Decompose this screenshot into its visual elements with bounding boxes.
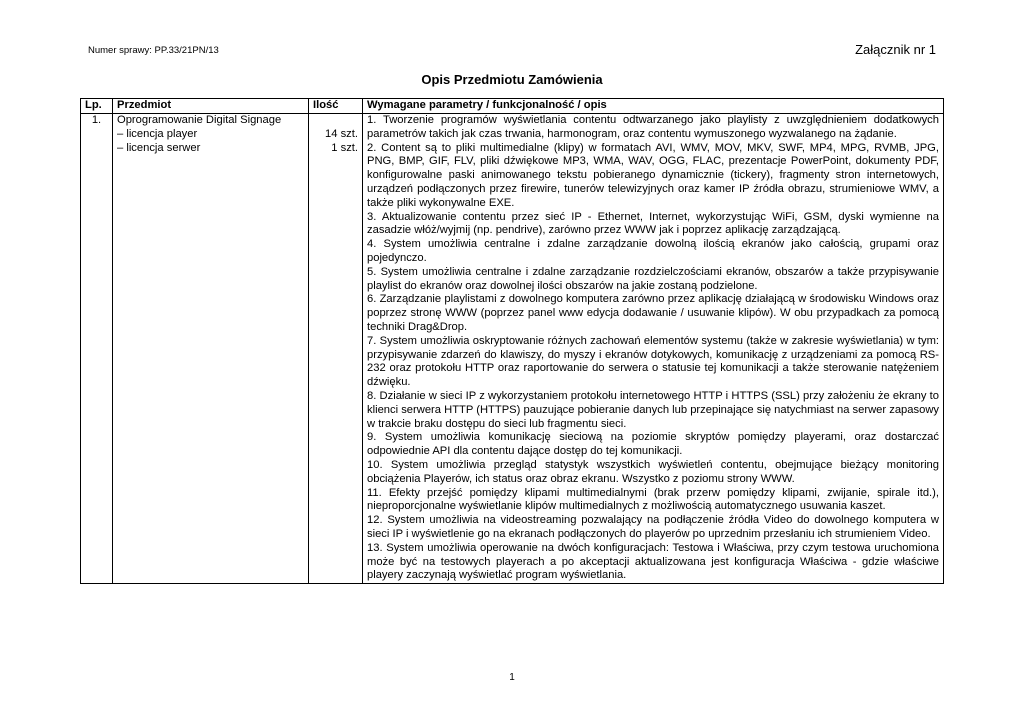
case-number: Numer sprawy: PP.33/21PN/13 [88, 45, 219, 56]
requirement-item: 12. System umożliwia na videostreaming pozwalający na podłączenie źródła Video do dowolnego komputera w sieci IP i wyświetlenie go na ekranach podłączonych do playerów po uprzednim przesłaniu ich strumieniem Video. [367, 514, 939, 540]
requirement-item: 3. Aktualizowanie contentu przez sieć IP - Ethernet, Internet, wykorzystując WiFi, GSM, dyski wymienne na zasadzie włóż/wyjmij (np. pendrive), zarówno przez WWW jak i poprzez aplikację zarządzającą. [367, 210, 939, 237]
row-subject [113, 114, 309, 584]
requirement-item: 8. Działanie w sieci IP z wykorzystaniem protokołu internetowego HTTP i HTTPS (SSL) przy założeniu że ekrany to klienci serwera HTTP (HTTPS) pauzujące pobieranie danych lub przepinające się natychmiast na serwer zapasowy w trakcie braku dostępu do sieci lub fragmentu sieci. [367, 389, 939, 430]
requirement-item: 1. Tworzenie programów wyświetlania contentu odtwarzanego jako playlisty z uwzględnieniem dodatkowych parametrów takich jak czas trwania, harmonogram, oraz contentu wymuszonego wyzwalanego na żądanie. [367, 114, 939, 140]
row-lp: 1. [81, 114, 113, 584]
requirement-item: 9. System umożliwia komunikację sieciową na poziomie skryptów pomiędzy playerami, oraz dostarczać odpowiednie API dla contentu dające dostęp do tej komunikacji. [367, 431, 939, 458]
quantity-line [313, 114, 358, 128]
table-row [81, 114, 944, 584]
table-header-row [81, 99, 944, 114]
requirement-item: 6. Zarządzanie playlistami z dowolnego komputera zarówno przez aplikację działającą w środowisku Windows oraz poprzez stronę WWW (poprzez panel www edycja dodawanie / usuwanie klipów). W obu przypadkach za pomocą techniki Drag&Drop. [367, 293, 939, 333]
subject-line: Oprogramowanie Digital Signage [117, 114, 282, 126]
requirement-item: 10. System umożliwia przegląd statystyk wszystkich wyświetleń contentu, obejmujące bieżący monitoring obciążenia Playerów, ich status oraz obraz ekranu. Wszystko z poziomu strony WWW. [367, 458, 939, 485]
header-lp: Lp. [81, 99, 113, 114]
requirement-item: 4. System umożliwia centralne i zdalne zarządzanie dowolną ilością ekranów jako całością, grupami oraz pojedynczo. [367, 238, 939, 264]
row-quantity [309, 114, 363, 584]
requirement-item: 5. System umożliwia centralne i zdalne zarządzanie rozdzielczościami ekranów, obszarów a także przypisywanie playlist do ekranów oraz dowolnej ilości obszarów na jakie zostaną podzielone. [367, 265, 939, 292]
header-quantity: Ilość [309, 99, 363, 114]
row-requirements [363, 114, 944, 584]
requirement-item: 7. System umożliwia oskryptowanie różnych zachowań elementów systemu (także w zakresie wyświetlania) w tym: przypisywanie zdarzeń do klawiszy, do myszy i ekranów dotykowych, komunikację z urządzeniami za pomocą RS-232 oraz protokołu HTTP oraz raportowanie do serwera o statusie tej komunikacji a także sterowanie natężeniem dźwięku. [367, 334, 939, 389]
requirement-item: 11. Efekty przejść pomiędzy klipami multimedialnymi (brak przerw pomiędzy klipami, zwijanie, spirale itd.), nieproporcjonalne wyświetlanie klipów multimedialnych z możliwością automatycznego usuwania kaszet. [367, 486, 939, 513]
quantity-line: 1 szt. [331, 141, 358, 154]
document-title: Opis Przedmiotu Zamówienia [421, 72, 603, 87]
quantity-line: 14 szt. [325, 127, 358, 140]
page-number: 1 [509, 672, 515, 683]
requirement-item: 13. System umożliwia operowanie na dwóch konfiguracjach: Testowa i Właściwa, przy czym testowa uruchomiona może być na testowych playerach a po akceptacji aktualizowana jest konfiguracja Właściwa - gdzie właściwe playery zaczynają wyświetlać program wyświetlania. [367, 541, 939, 582]
attachment-label: Załącznik nr 1 [855, 42, 936, 57]
requirement-item: 2. Content są to pliki multimedialne (klipy) w formatach AVI, WMV, MOV, MKV, SWF, MP4, MPG, RVMB, JPG, PNG, BMP, GIF, FLV, pliki dźwiękowe MP3, WMA, WAV, OGG, FLAC, prezentacje PowerPoint, dokumenty PDF, konfigurowalne paski animowanego tekstu pobieranego dynamicznie (tickery), fragmenty stron internetowych, urządzeń podłączonych przez firewire, tunerów telewizyjnych oraz kamer IP źródła obrazu, strumieniowe WMV, a także pliki wykonywalne EXE. [367, 141, 939, 209]
specification-table [80, 98, 944, 584]
subject-line: – licencja player [117, 127, 198, 140]
subject-line: – licencja serwer [117, 141, 201, 154]
header-subject: Przedmiot [113, 99, 309, 114]
header-requirements: Wymagane parametry / funkcjonalność / opis [363, 99, 944, 114]
